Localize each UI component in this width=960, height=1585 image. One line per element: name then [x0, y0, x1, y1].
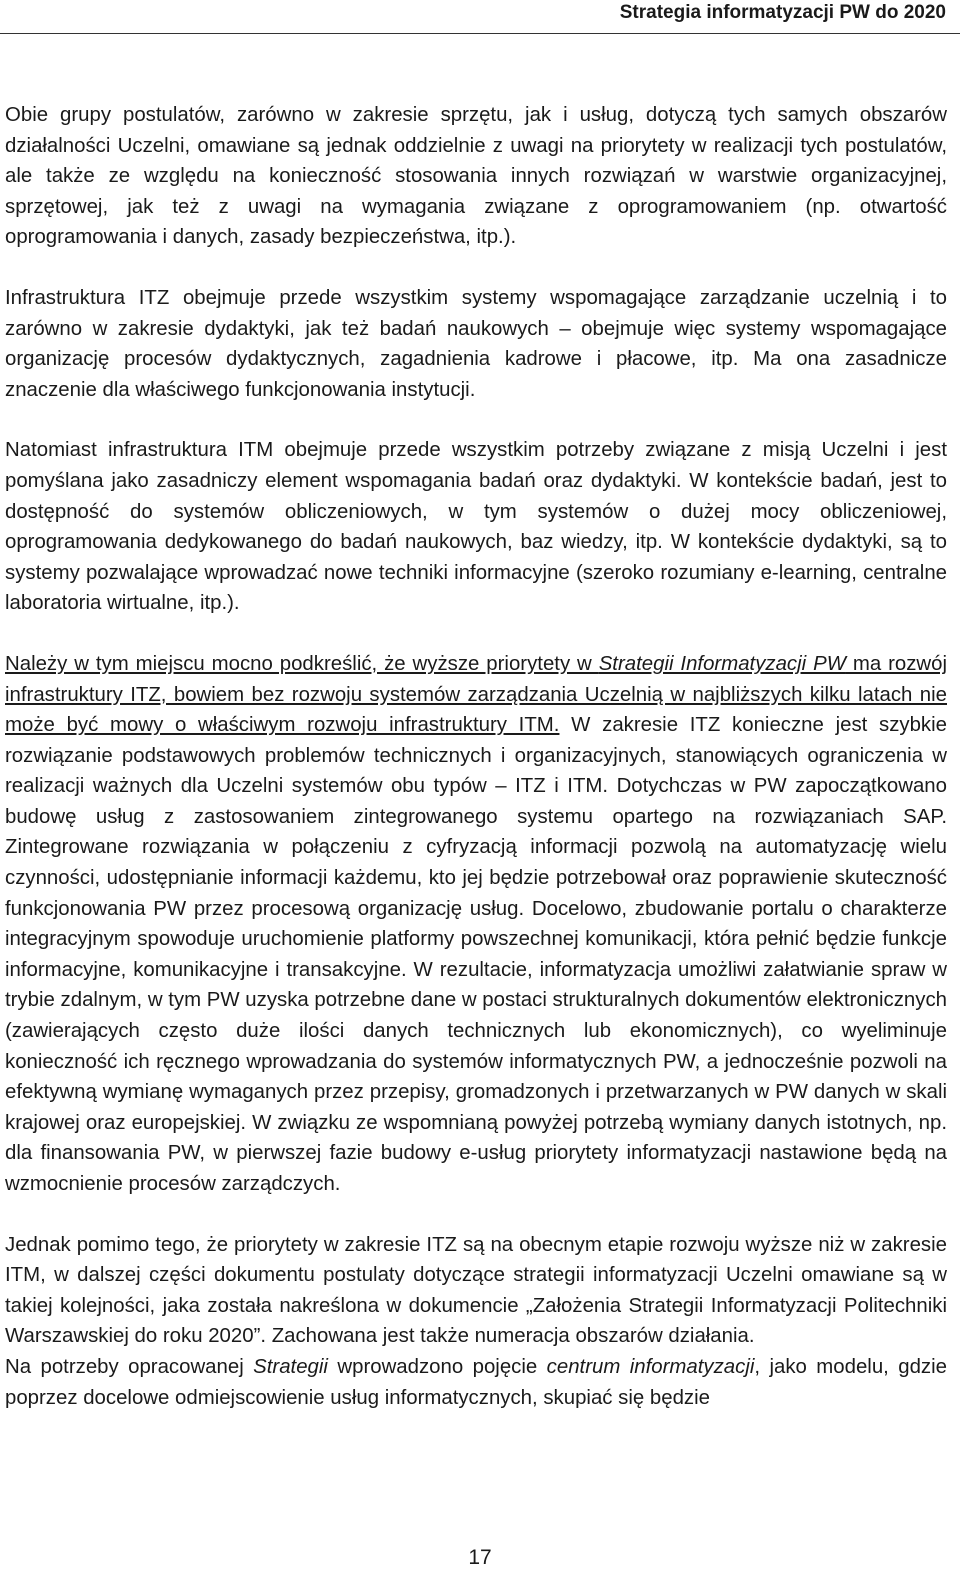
p6-text-a: Na potrzeby opracowanej — [5, 1355, 254, 1378]
document-body — [5, 100, 947, 1413]
p6-text-c: , jako modelu, gdzie poprzez docelowe odmiejscowienie usług informatycznych, skupiać się będzie — [5, 1355, 947, 1409]
paragraph-6 — [5, 1352, 947, 1413]
p6-italic-centrum: centrum informatyzacji — [546, 1355, 755, 1378]
strategy-title-italic: Strategii Informatyzacji PW — [598, 652, 846, 675]
header-title: Strategia informatyzacji PW do 2020 — [619, 2, 946, 23]
paragraph-2: Infrastruktura ITZ obejmuje przede wszystkim systemy wspomagające zarządzanie uczelnią i to zarówno w zakresie dydaktyki, jak też badań naukowych – obejmuje więc systemy wspomagające organizację procesów dydaktycznych, zagadnienia kadrowe i płacowe, itp. Ma ona zasadnicze znaczenie dla właściwego funkcjonowania instytucji. — [5, 286, 947, 401]
p6-italic-strategii: Strategii — [253, 1355, 328, 1378]
paragraph-5: Jednak pomimo tego, że priorytety w zakresie ITZ są na obecnym etapie rozwoju wyższe niż w zakresie ITM, w dalszej części dokumentu postulaty dotyczące strategii informatyzacji Uczelni omawiane są w takiej kolejności, jaka została nakreślona w dokumencie „Założenia Strategii Informatyzacji Politechniki Warszawskiej do roku 2020”. Zachowana jest także numeracja obszarów działania. — [5, 1233, 947, 1348]
p6-text-b: wprowadzono pojęcie — [327, 1355, 547, 1378]
paragraph-1: Obie grupy postulatów, zarówno w zakresie sprzętu, jak i usług, dotyczą tych samych obszarów działalności Uczelni, omawiane są jednak oddzielnie z uwagi na priorytety w realizacji tych postulatów, ale także ze względu na konieczność stosowania innych rozwiązań w warstwie organizacyjnej, sprzętowej, jak też z uwagi na wymagania związane z oprogramowaniem (np. otwartość oprogramowania i danych, zasady bezpieczeństwa, itp.). — [5, 104, 947, 249]
underlined-text-1: Należy w tym miejscu mocno podkreślić, że wyższe priorytety w — [5, 652, 599, 675]
page-header — [0, 0, 960, 36]
paragraph-4 — [5, 649, 947, 1200]
page-number: 17 — [468, 1546, 492, 1569]
paragraph-4-rest: W zakresie ITZ konieczne jest szybkie rozwiązanie podstawowych problemów technicznych i organizacyjnych, stanowiących ograniczenia w realizacji ważnych dla Uczelni systemów obu typów – ITZ i ITM. Dotychczas w PW zapoczątkowano budowę usług z zastosowaniem zintegrowanego systemu opartego na rozwiązaniach SAP. Zintegrowane rozwiązania w połączeniu z cyfryzacją informacji pozwolą na automatyzację wielu czynności, udostępnianie informacji każdemu, kto jej będzie potrzebował oraz poprawienie skuteczność funkcjonowania PW przez procesową organizację usług. Docelowo, zbudowanie portalu o charakterze integracyjnym spowoduje uruchomienie platformy powszechnej komunikacji, która pełnić będzie funkcje informacyjne, komunikacyjne i transakcyjne. W rezultacie, informatyzacja umożliwi załatwianie spraw w trybie zdalnym, w tym PW uzyska potrzebne dane w postaci strukturalnych dokumentów elektronicznych (zawierających często duże ilości danych technicznych lub ekonomicznych), co wyeliminuje konieczność ich ręcznego wprowadzania do systemów informatycznych PW, a jednocześnie pozwoli na efektywną wymianę wymaganych przez przepisy, gromadzonych i przetwarzanych w PW danych w skali krajowej oraz europejskiej. W związku ze wspomnianą powyżej potrzebą wymiany danych istotnych, np. dla finansowania PW, w pierwszej fazie budowy e-usług priorytety informatyzacji nastawione będą na wzmocnienie procesów zarządczych. — [5, 714, 948, 1195]
underlined-text-2: ma rozwój infrastruktury ITZ, bowiem bez rozwoju systemów zarządzania Uczelnią w najbliższych kilku latach nie może być mowy o właściwym rozwoju infrastruktury ITM. — [5, 652, 948, 737]
header-rule — [0, 33, 960, 34]
paragraph-3: Natomiast infrastruktura ITM obejmuje przede wszystkim potrzeby związane z misją Uczelni i jest pomyślana jako zasadniczy element wspomagania badań oraz dydaktyki. W kontekście badań, jest to dostępność do systemów obliczeniowych, w tym systemów o dużej mocy obliczeniowej, oprogramowania dedykowanego do badań naukowych, baz wiedzy, itp. W kontekście dydaktyki, są to systemy pozwalające wprowadzać nowe techniki informacyjne (szeroko rozumiany e-learning, centralne laboratoria wirtualne, itp.). — [5, 439, 947, 615]
